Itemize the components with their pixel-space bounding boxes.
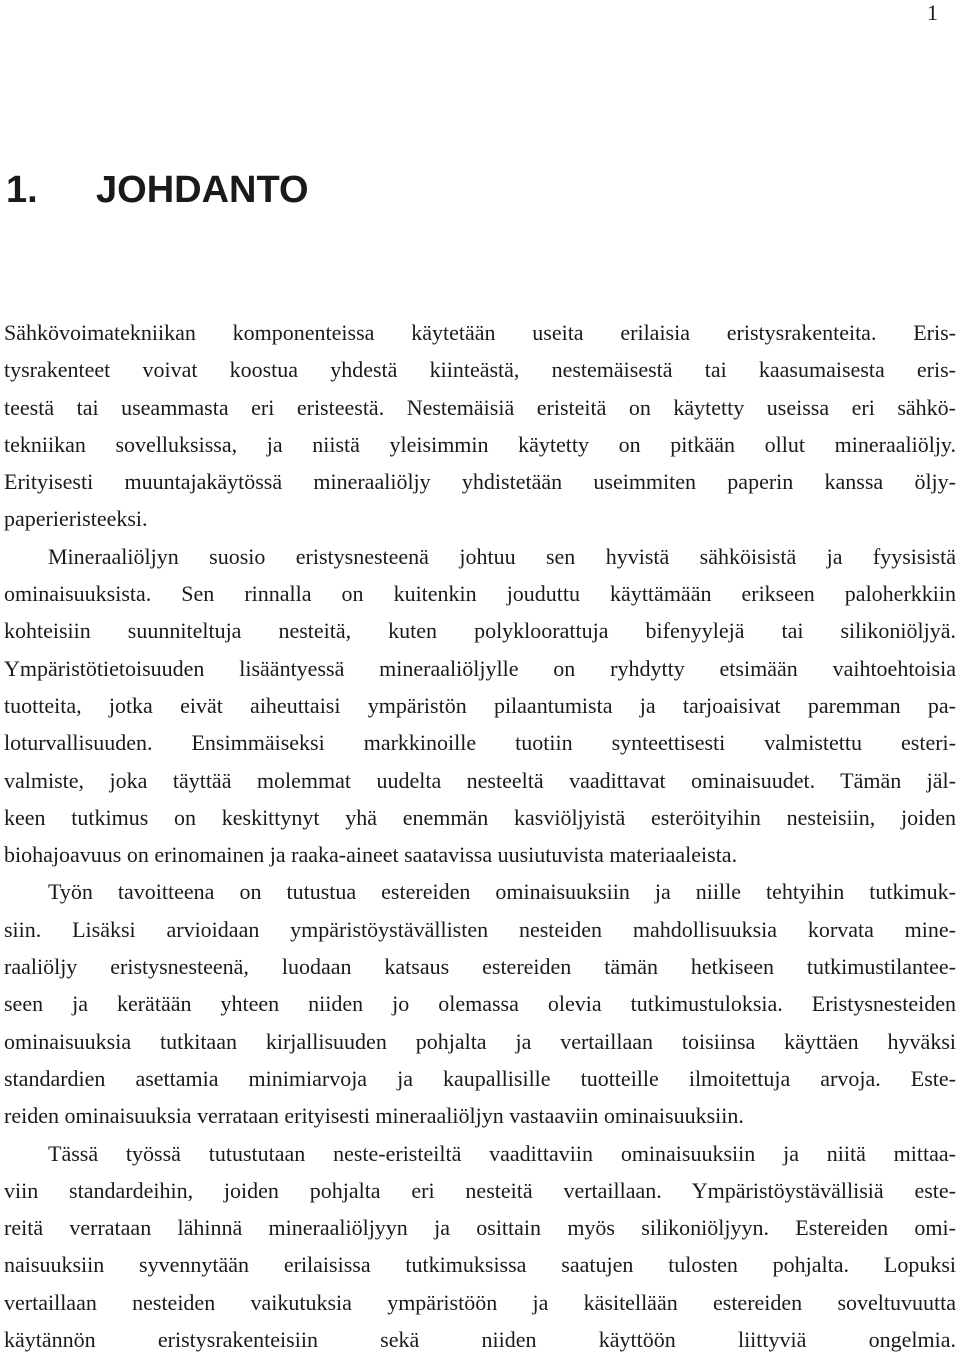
text-line: Erityisesti muuntajakäytössä mineraaliöljy yhdistetään useimmiten paperin kanssa öljy- <box>4 469 956 495</box>
text-line: ominaisuuksista. Sen rinnalla on kuitenkin jouduttu käyttämään erikseen paloherkkiin <box>4 581 956 607</box>
body-text <box>4 314 956 1358</box>
text-line: siin. Lisäksi arvioidaan ympäristöystävällisten nesteiden mahdollisuuksia korvata mine- <box>4 916 956 942</box>
text-line: reiden ominaisuuksia verrataan erityisesti mineraaliöljyn vastaaviin ominaisuuksiin. <box>4 1103 744 1129</box>
text-line: Työn tavoitteena on tutustua estereiden ominaisuuksiin ja niille tehtyihin tutkimuk- <box>48 879 956 905</box>
text-line: Ympäristötietoisuuden lisääntyessä mineraaliöljylle on ryhdytty etsimään vaihtoehtoisia <box>4 655 956 681</box>
text-line: reitä verrataan lähinnä mineraaliöljyyn ja osittain myös silikoniöljyyn. Estereiden omi- <box>4 1215 956 1241</box>
text-line: paperieristeeksi. <box>4 506 148 532</box>
text-line: käytännön eristysrakenteisiin sekä niiden käyttöön liittyviä ongelmia. <box>4 1327 956 1353</box>
text-line: loturvallisuuden. Ensimmäiseksi markkinoille tuotiin synteettisesti valmistettu esteri- <box>4 730 956 756</box>
text-line: Sähkövoimatekniikan komponenteissa käytetään useita erilaisia eristysrakenteita. Eris- <box>4 320 956 345</box>
text-line: Tässä työssä tutustutaan neste-eristeiltä vaadittaviin ominaisuuksiin ja niitä mittaa- <box>48 1140 956 1166</box>
chapter-heading <box>6 166 309 214</box>
chapter-title: JOHDANTO <box>96 169 309 211</box>
text-line: keen tutkimus on keskittynyt yhä enemmän kasviöljyistä esteröityihin nesteisiin, joiden <box>4 804 956 830</box>
text-line: ominaisuuksia tutkitaan kirjallisuuden pohjalta ja vertaillaan toisiinsa käyttäen hyväksi <box>4 1028 956 1054</box>
text-line: viin standardeihin, joiden pohjalta eri nesteitä vertaillaan. Ympäristöystävällisiä este- <box>4 1177 956 1203</box>
text-line: kohteisiin suunniteltuja nesteitä, kuten polykloorattuja bifenyylejä tai silikoniöljyä. <box>4 618 956 644</box>
text-line: vertaillaan nesteiden vaikutuksia ympäristöön ja käsitellään estereiden soveltuvuutta <box>4 1289 956 1315</box>
text-line: standardien asettamia minimiarvoja ja kaupallisille tuotteille ilmoitettuja arvoja. Este- <box>4 1065 956 1091</box>
page-number: 1 <box>927 0 938 25</box>
text-line: teestä tai useammasta eri eristeestä. Nestemäisiä eristeitä on käytetty useissa eri sähkö- <box>4 394 956 420</box>
text-line: raaliöljy eristysnesteenä, luodaan katsaus estereiden tämän hetkiseen tutkimustilantee- <box>4 954 956 980</box>
text-line: seen ja kerätään yhteen niiden jo olemassa olevia tutkimustuloksia. Eristysnesteiden <box>4 991 956 1017</box>
chapter-number: 1. <box>6 169 38 211</box>
text-line: Mineraaliöljyn suosio eristysnesteenä johtuu sen hyvistä sähköisistä ja fyysisistä <box>48 543 956 569</box>
text-line: biohajoavuus on erinomainen ja raaka-aineet saatavissa uusiutuvista materiaaleista. <box>4 842 738 868</box>
text-line: tekniikan sovelluksissa, ja niistä yleisimmin käytetty on pitkään ollut mineraaliöljy. <box>4 431 956 457</box>
text-line: valmiste, joka täyttää molemmat uudelta nesteeltä vaadittavat ominaisuudet. Tämän jäl- <box>4 767 956 793</box>
text-line: tuotteita, jotka eivät aiheuttaisi ympäristön pilaantumista ja tarjoaisivat paremman pa- <box>4 692 956 718</box>
text-line: tysrakenteet voivat koostua yhdestä kiinteästä, nestemäisestä tai kaasumaisesta eris- <box>4 357 956 383</box>
text-line: naisuuksiin syvennytään erilaisissa tutkimuksissa saatujen tulosten pohjalta. Lopuksi <box>4 1252 956 1278</box>
